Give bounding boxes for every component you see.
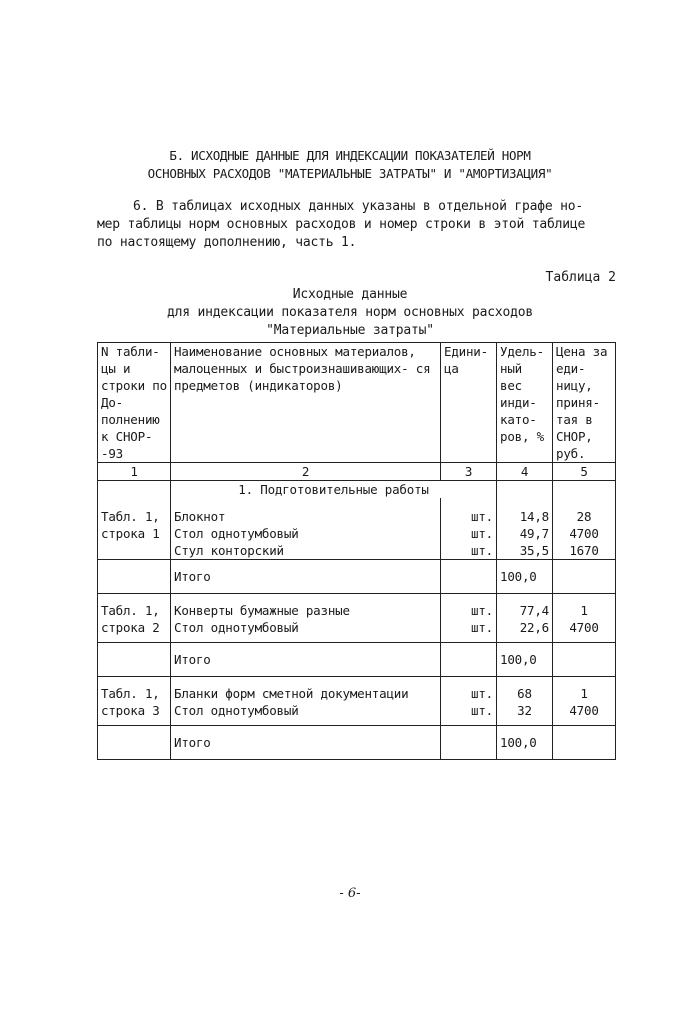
total-row: [98, 560, 616, 594]
item-weight: 35,5: [497, 542, 553, 560]
material-costs-table: [97, 342, 616, 760]
header-name: Наименование основных материалов, малоценных и быстроизнашивающих- ся предметов (индикаторов): [171, 343, 441, 463]
table-row: [98, 508, 616, 525]
column-number: 1: [98, 463, 171, 481]
row-ref: Табл. 1,: [98, 594, 171, 620]
header-ref: N табли- цы и строки по До- полнению к СНОР- -93: [98, 343, 171, 463]
table-row: [98, 619, 616, 643]
table-caption-line-3: "Материальные затраты": [266, 323, 434, 338]
item-unit: шт.: [441, 594, 497, 620]
section-heading-line-1: Б. ИСХОДНЫЕ ДАННЫЕ ДЛЯ ИНДЕКСАЦИИ ПОКАЗАТЕЛЕЙ НОРМ: [169, 148, 531, 163]
item-weight: 14,8: [497, 508, 553, 525]
column-number-row: [98, 463, 616, 481]
paragraph-line-1: 6. В таблицах исходных данных указаны в отдельной графе но-: [133, 199, 583, 214]
item-unit: шт.: [441, 677, 497, 703]
table-header-row: [98, 343, 616, 463]
item-unit: шт.: [441, 525, 497, 542]
item-price: 1670: [553, 542, 616, 560]
column-number: 3: [441, 463, 497, 481]
column-number: 2: [171, 463, 441, 481]
header-price: Цена за еди- ницу, приня- тая в СНОР, руб.: [553, 343, 616, 463]
item-price: 4700: [553, 702, 616, 726]
column-number: 4: [497, 463, 553, 481]
table-row: [98, 525, 616, 542]
total-weight: 100,0: [497, 560, 553, 594]
row-ref: строка 2: [98, 619, 171, 643]
item-weight: 32: [497, 702, 553, 726]
item-unit: шт.: [441, 508, 497, 525]
table-row: [98, 677, 616, 703]
paragraph-line-2: мер таблицы норм основных расходов и номер строки в этой таблице: [97, 217, 586, 232]
table-row: [98, 702, 616, 726]
total-row: [98, 726, 616, 760]
item-unit: шт.: [441, 542, 497, 560]
table-row: [98, 542, 616, 560]
table-number-label: Таблица 2: [545, 270, 616, 285]
row-ref: Табл. 1,: [98, 508, 171, 525]
page-number: - 6-: [339, 886, 361, 901]
item-price: 1: [553, 594, 616, 620]
item-weight: 77,4: [497, 594, 553, 620]
table-row: [98, 594, 616, 620]
item-name: Бланки форм сметной документации: [171, 677, 441, 703]
row-ref: Табл. 1,: [98, 677, 171, 703]
header-weight: Удель- ный вес инди- като- ров, %: [497, 343, 553, 463]
item-name: Стол однотумбовый: [171, 619, 441, 643]
item-weight: 22,6: [497, 619, 553, 643]
item-price: 4700: [553, 525, 616, 542]
total-label: Итого: [171, 560, 441, 594]
total-weight: 100,0: [497, 643, 553, 677]
total-weight: 100,0: [497, 726, 553, 760]
item-price: 28: [553, 508, 616, 525]
table-caption-line-1: Исходные данные: [292, 287, 408, 302]
item-name: Стул конторский: [171, 542, 441, 560]
table-caption-line-2: для индексации показателя норм основных расходов: [166, 305, 534, 320]
header-unit: Едини- ца: [441, 343, 497, 463]
item-name: Блокнот: [171, 508, 441, 525]
item-weight: 49,7: [497, 525, 553, 542]
item-name: Стол однотумбовый: [171, 525, 441, 542]
item-weight: 68: [497, 677, 553, 703]
total-row: [98, 643, 616, 677]
section-row: [98, 481, 616, 499]
item-unit: шт.: [441, 702, 497, 726]
item-name: Стол однотумбовый: [171, 702, 441, 726]
section-heading-line-2: ОСНОВНЫХ РАСХОДОВ "МАТЕРИАЛЬНЫЕ ЗАТРАТЫ" И "АМОРТИЗАЦИЯ": [147, 166, 553, 181]
total-label: Итого: [171, 726, 441, 760]
item-unit: шт.: [441, 619, 497, 643]
item-price: 1: [553, 677, 616, 703]
intro-paragraph: [97, 198, 617, 252]
section-title: 1. Подготовительные работы: [171, 481, 497, 499]
row-ref: строка 3: [98, 702, 171, 726]
column-number: 5: [553, 463, 616, 481]
paragraph-line-3: по настоящему дополнению, часть 1.: [97, 235, 357, 250]
total-label: Итого: [171, 643, 441, 677]
item-price: 4700: [553, 619, 616, 643]
row-ref: строка 1: [98, 525, 171, 542]
item-name: Конверты бумажные разные: [171, 594, 441, 620]
